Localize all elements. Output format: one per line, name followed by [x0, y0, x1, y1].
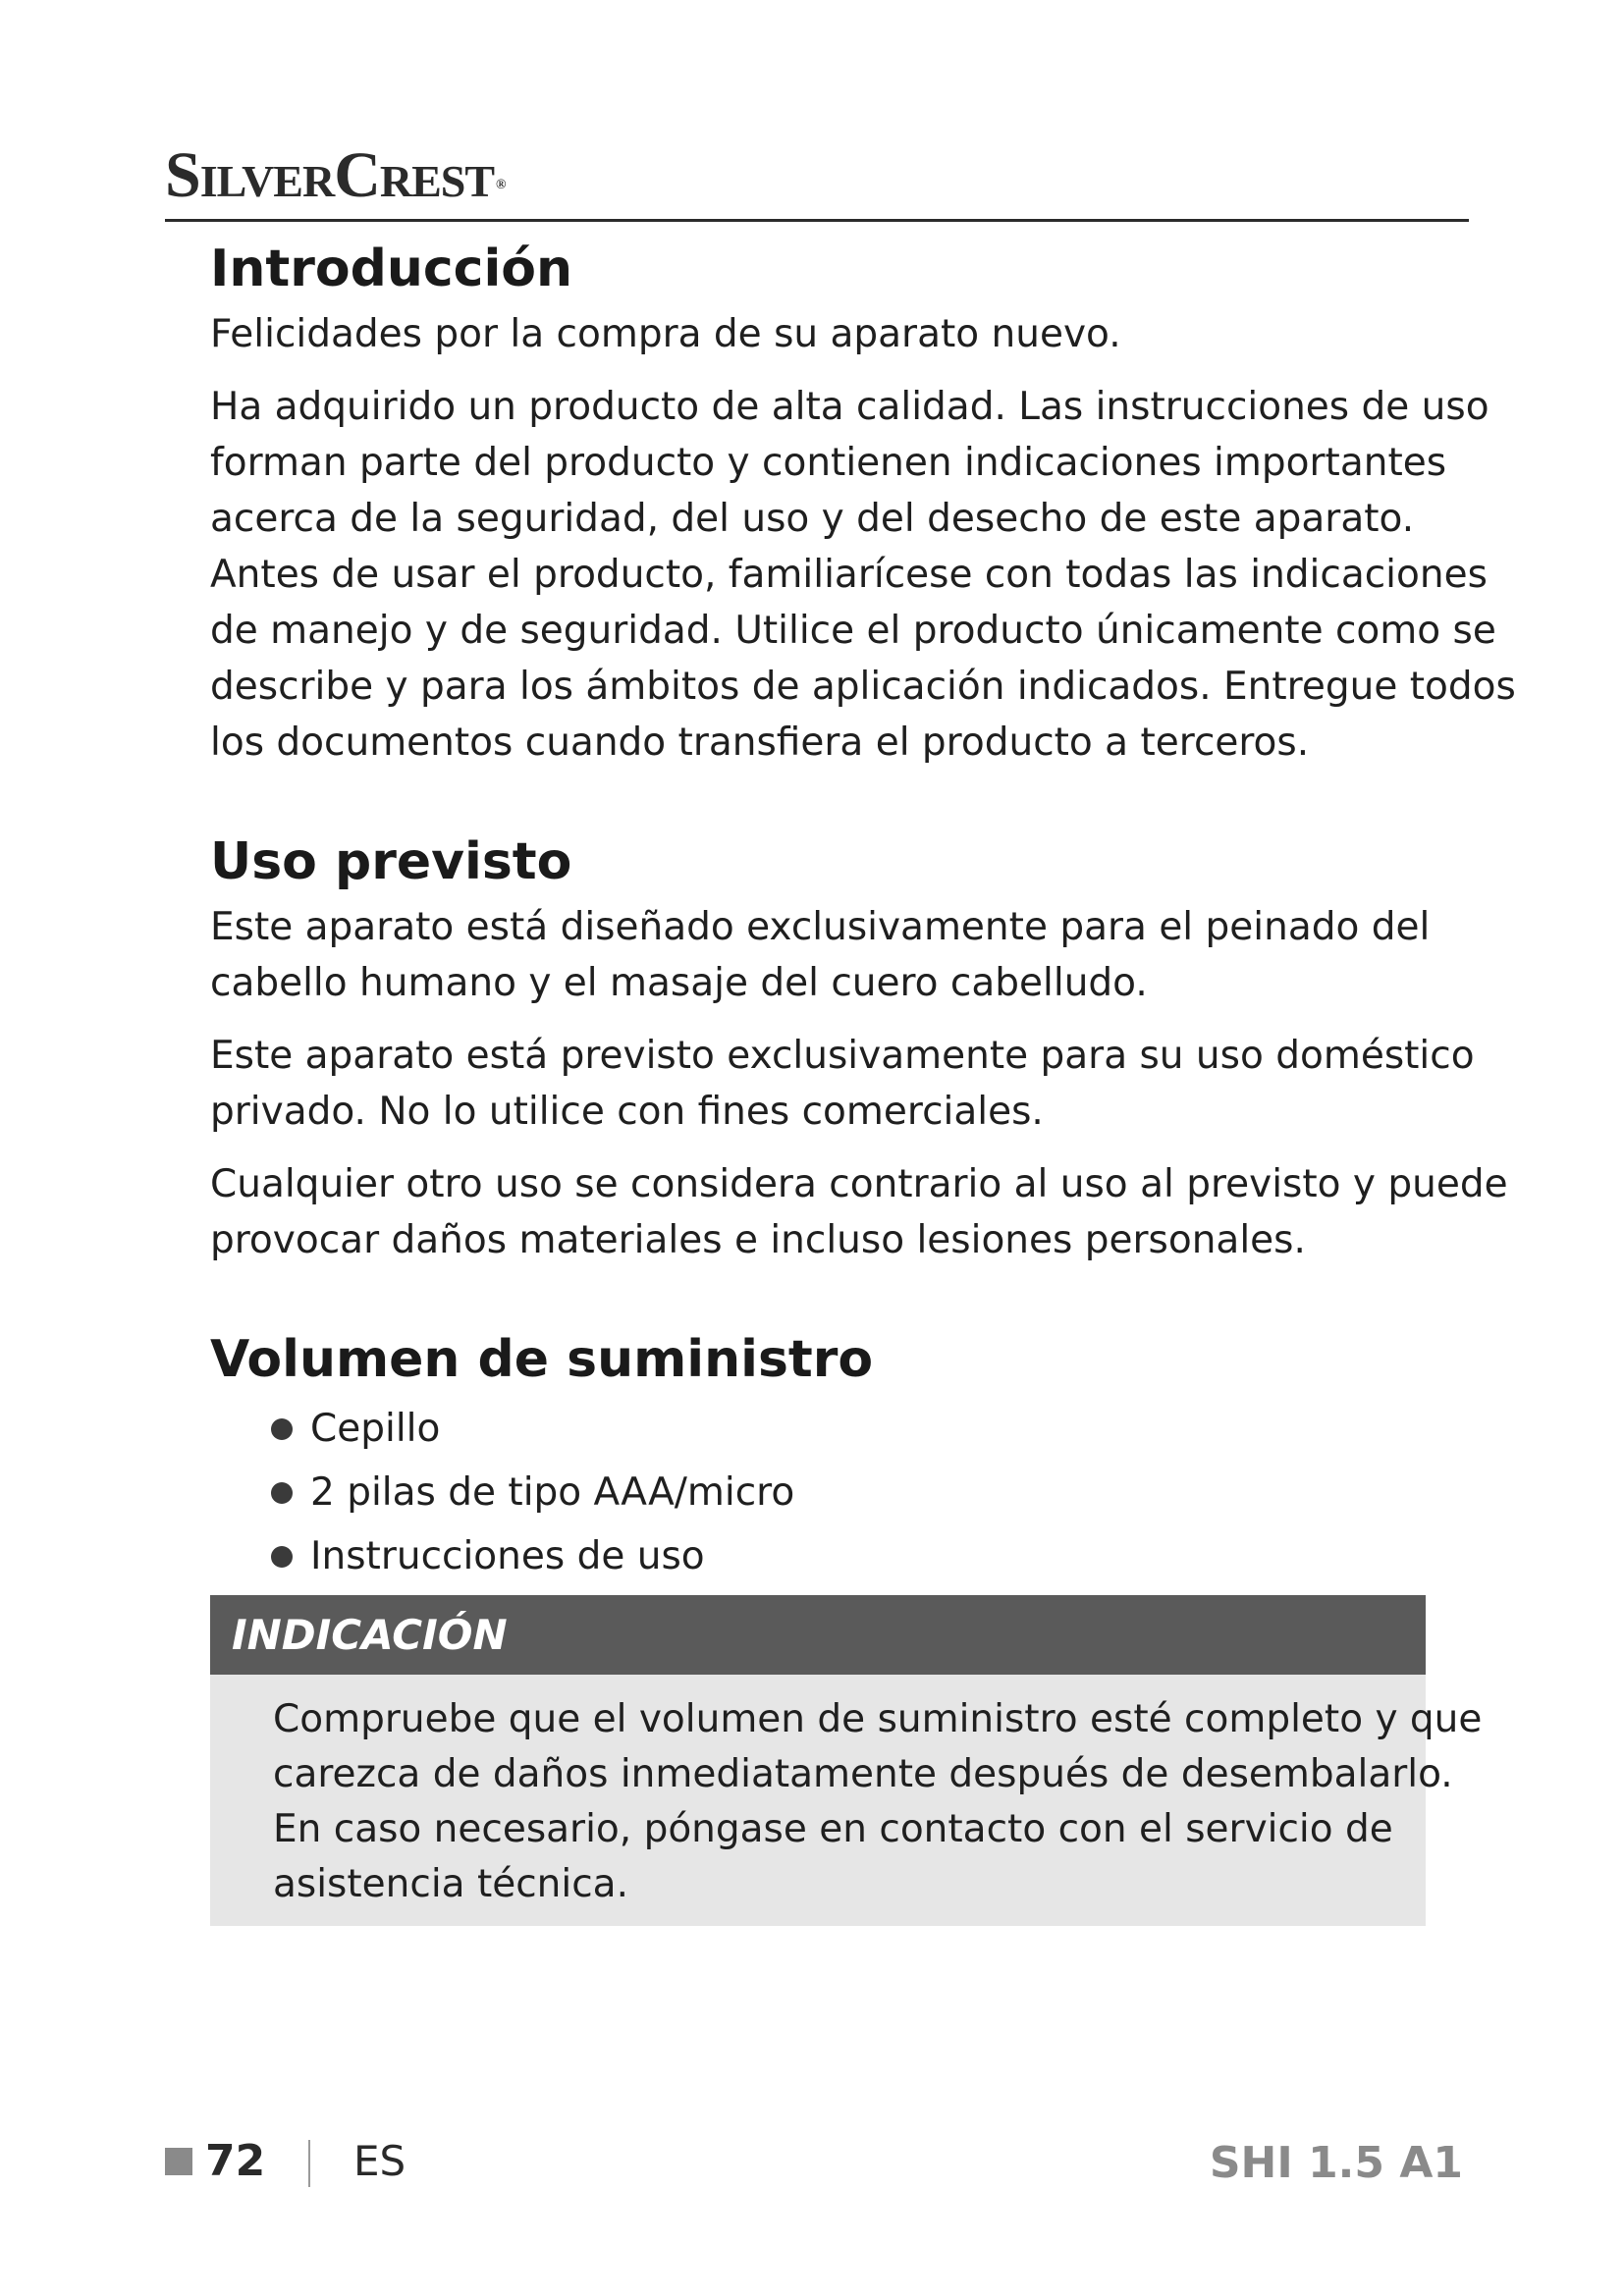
- header-rule: [165, 219, 1469, 222]
- list-item: Instrucciones de uso: [271, 1524, 1447, 1588]
- paragraph-line: privado. No lo utilice con fines comerciales.: [210, 1090, 1044, 1134]
- list-item: 2 pilas de tipo AAA/micro: [271, 1461, 1447, 1524]
- notice-line: carezca de daños inmediatamente después de desembalarlo.: [273, 1752, 1453, 1796]
- notice-body: [210, 1675, 1483, 1926]
- paragraph-line: Ha adquirido un producto de alta calidad. Las instrucciones de uso: [210, 385, 1489, 429]
- section-uso-previsto: [210, 825, 1508, 1268]
- paragraph-line: forman parte del producto y contienen indicaciones importantes: [210, 441, 1447, 485]
- notice-line: Compruebe que el volumen de suministro esté completo y que: [273, 1697, 1483, 1741]
- notice-title: INDICACIÓN: [210, 1595, 1426, 1675]
- paragraph-line: describe y para los ámbitos de aplicación indicados. Entregue todos: [210, 665, 1516, 709]
- trademark-symbol: ®: [496, 178, 506, 192]
- paragraph-line: acerca de la seguridad, del uso y del desecho de este aparato.: [210, 497, 1415, 541]
- paragraph-line: Este aparato está diseñado exclusivamente para el peinado del: [210, 905, 1431, 949]
- language-code: ES: [353, 2137, 406, 2185]
- paragraph-line: cabello humano y el masaje del cuero cabelludo.: [210, 961, 1148, 1005]
- notice-line: En caso necesario, póngase en contacto con el servicio de: [273, 1807, 1393, 1851]
- paragraph-line: de manejo y de seguridad. Utilice el producto únicamente como se: [210, 609, 1496, 653]
- paragraph-line: Felicidades por la compra de su aparato nuevo.: [210, 312, 1121, 356]
- paragraph-line: provocar daños materiales e incluso lesiones personales.: [210, 1218, 1306, 1262]
- section-title: Introducción: [210, 240, 573, 298]
- page-number: 72: [205, 2136, 266, 2186]
- page-marker-icon: [165, 2148, 192, 2175]
- model-number: SHI 1.5 A1: [1209, 2138, 1463, 2188]
- footer-divider: [308, 2140, 310, 2187]
- notice-line: asistencia técnica.: [273, 1862, 628, 1906]
- page-footer: [0, 2130, 1624, 2199]
- delivery-list: [210, 1397, 1447, 1588]
- section-title: Volumen de suministro: [210, 1330, 874, 1389]
- paragraph-line: Este aparato está previsto exclusivamente para su uso doméstico: [210, 1034, 1475, 1078]
- section-title: Uso previsto: [210, 832, 572, 891]
- section-volumen-de-suministro: [210, 1322, 1447, 1588]
- main-content: [210, 232, 1516, 1588]
- section-introduccion: [210, 232, 1516, 771]
- paragraph-line: Cualquier otro uso se considera contrario al uso al previsto y puede: [210, 1162, 1508, 1206]
- paragraph-line: Antes de usar el producto, familiarícese con todas las indicaciones: [210, 553, 1488, 597]
- brand-name: SilverCrest: [165, 139, 495, 211]
- paragraph-line: los documentos cuando transfiera el producto a terceros.: [210, 721, 1310, 765]
- list-item: Cepillo: [271, 1397, 1447, 1461]
- notice-box: [210, 1595, 1483, 1926]
- brand-logo: [165, 140, 506, 211]
